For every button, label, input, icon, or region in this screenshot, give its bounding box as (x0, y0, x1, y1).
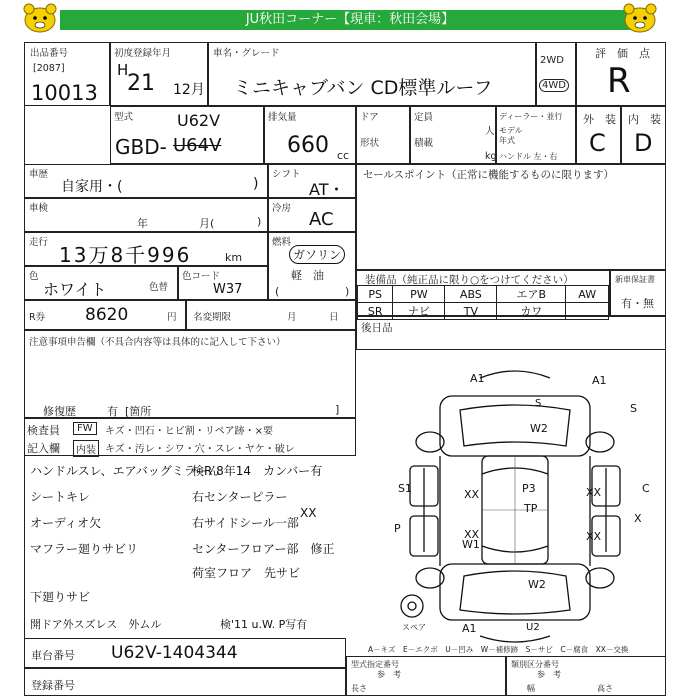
warranty-label: 新車保証書 (615, 275, 655, 284)
type-approval-cell (346, 656, 506, 696)
repair-value: 有 (107, 405, 118, 418)
capacity-label: 定員 (414, 112, 434, 123)
lot-number: 10013 (31, 81, 98, 105)
mark-w2-top: W2 (530, 422, 548, 435)
shift-value: AT・ (309, 180, 345, 199)
mark-s-right: S (630, 402, 637, 415)
color-code: W37 (213, 282, 243, 297)
equip-leather: カワ (497, 303, 566, 320)
fw-items: キズ・凹石・ヒビ割・リペア跡・×要 (105, 426, 273, 437)
remark-1: ハンドルスレ、エアバッグミラーん (30, 464, 220, 478)
color-cell (24, 266, 178, 300)
capacity-unit: 人 (485, 126, 495, 137)
equip-tv: TV (445, 303, 497, 320)
inspector-cell (24, 418, 356, 456)
mark-xx-right1: XX (586, 486, 602, 499)
model-value: GBD- (115, 135, 167, 159)
recycle-unit: 円 (167, 312, 177, 323)
dealer-line2: モデル (499, 126, 523, 135)
remark-right-5: 荷室フロア 先サビ (192, 566, 301, 580)
mark-a1-left: A1 (470, 372, 485, 385)
after-cell (356, 316, 666, 350)
mark-s-top: S (535, 398, 542, 409)
registration-label: 初度登録年月 (114, 48, 172, 59)
color-value: ホワイト (43, 280, 107, 299)
shift-cell (268, 164, 356, 198)
remark-right-2: 右センターピラー (192, 490, 288, 504)
register-label: 登録番号 (31, 679, 75, 692)
mark-w1: W1 (462, 538, 480, 551)
class-number-label: 類別区分番号 (511, 660, 559, 669)
sales-point-cell (356, 164, 666, 270)
mark-a1-right: A1 (592, 374, 607, 387)
notes-cell (24, 330, 356, 418)
load-unit: kg (485, 151, 497, 162)
remark-3: オーディオ欠 (30, 516, 102, 530)
model-label: 型式 (114, 112, 134, 123)
displacement-unit: cc (337, 149, 350, 162)
model-struck: U64V (173, 135, 222, 156)
mark-xx-left1: XX (464, 488, 480, 501)
after-label: 後日品 (361, 322, 393, 334)
interior-value: D (634, 129, 653, 157)
class-number-cell (506, 656, 666, 696)
repair-label: 修復歴 (43, 405, 76, 418)
type-approval-label: 型式指定番号 (351, 660, 399, 669)
inspector-label1: 検査員 (27, 424, 60, 437)
drive-cell (536, 42, 576, 106)
capacity-cell (410, 106, 496, 164)
spare-label: スペア (402, 623, 426, 632)
color-code-label: 色コード (182, 271, 221, 282)
mark-u2: U2 (526, 622, 540, 633)
color-label: 色 (29, 271, 39, 282)
displacement-cell (264, 106, 356, 164)
remark-4: マフラー廻りサビリ (30, 542, 139, 556)
drive-4wd: 4WD (539, 79, 569, 92)
shape-label: 形状 (360, 138, 380, 149)
dim-length: 長さ (351, 684, 367, 693)
grade-label: 評 価 点 (595, 47, 650, 60)
fuel-label: 燃料 (272, 237, 292, 248)
mark-x-right: X (634, 512, 642, 525)
history-cell (24, 164, 268, 198)
registration-era: H (117, 61, 129, 79)
mark-p3: P3 (522, 482, 536, 495)
damage-diagram (370, 356, 660, 656)
car-label: 車名・グレード (213, 48, 280, 59)
displacement-label: 排気量 (268, 112, 297, 123)
class-number-ref: 参 考 (537, 670, 561, 679)
equip-pw: PW (393, 286, 445, 303)
inspection-close: ) (257, 215, 262, 228)
door-cell (356, 106, 410, 164)
nametag-label: 名変期限 (193, 312, 232, 323)
nametag-day: 日 (329, 312, 339, 323)
remark-right-1: 検R 8年14 カンバー有 (192, 464, 323, 478)
remark-right-3: 右サイドシール一部 (192, 516, 299, 530)
mascot-right-icon (622, 2, 658, 34)
load-label: 積載 (414, 138, 434, 149)
mark-p-left: P (394, 522, 401, 535)
sales-point-label: セールスポイント（正常に機能するものに限ります） (363, 169, 615, 181)
inspection-cell (24, 198, 268, 232)
header (0, 0, 700, 38)
exterior-cell (576, 106, 621, 164)
fuel-diesel: 軽 油 (291, 269, 324, 282)
equip-navi: ナビ (393, 303, 445, 320)
chassis-cell (24, 638, 346, 668)
history-label: 車歴 (29, 169, 49, 180)
mark-c-right: C (642, 482, 650, 495)
chassis-label: 車台番号 (31, 649, 75, 662)
mark-s1-left: S1 (398, 482, 412, 495)
dealer-handle: ハンドル 左・右 (499, 152, 558, 161)
fuel-gas: ガソリン (289, 245, 345, 264)
history-close: ) (253, 176, 259, 192)
chassis-value: U62V-1404344 (111, 643, 238, 663)
remarks-area (24, 456, 356, 638)
shift-label: シフト (272, 169, 301, 180)
registration-month: 12月 (173, 82, 205, 98)
car-outline-icon (370, 356, 660, 656)
mark-tp: TP (524, 502, 538, 515)
mileage-label: 走行 (29, 237, 49, 248)
mascot-left-icon (22, 2, 58, 34)
header-title: JU秋田コーナー【現車：秋田会場】 (60, 10, 640, 30)
exterior-label: 外 装 (583, 113, 616, 126)
fuel-paren-open: ( (275, 285, 280, 298)
lot-sub: [2087] (33, 63, 65, 74)
lot-cell (24, 42, 110, 106)
equip-ps: PS (358, 286, 393, 303)
dealer-line3: 年式 (499, 136, 515, 145)
registration-cell (110, 42, 208, 106)
type-approval-ref: 参 考 (377, 670, 401, 679)
repair-place: [箇所 (125, 405, 152, 418)
dim-width: 幅 (527, 684, 535, 693)
displacement-value: 660 (287, 133, 329, 158)
interior-cell (621, 106, 666, 164)
remark-2: シートキレ (30, 490, 90, 504)
history-value: 自家用・( (61, 179, 123, 195)
fw-label: FW (73, 422, 97, 435)
warranty-cell (610, 270, 666, 316)
equip-airbag: エアB (497, 286, 566, 303)
grade-cell (576, 42, 666, 106)
fuel-cell (268, 232, 356, 300)
car-name-cell (208, 42, 536, 106)
repair-close: ] (335, 403, 340, 416)
ac-value: AC (309, 209, 334, 230)
interior-label: 内 装 (628, 113, 661, 126)
ac-cell (268, 198, 356, 232)
equip-aw: AW (566, 286, 609, 303)
model-cell (110, 106, 264, 164)
ac-label: 冷房 (272, 203, 292, 214)
dealer-cell (496, 106, 576, 164)
color-code-cell (178, 266, 268, 300)
inspection-month: 月( (199, 217, 215, 230)
registration-year: 21 (127, 71, 155, 96)
equip-sr: SR (358, 303, 393, 320)
dim-height: 高さ (597, 684, 613, 693)
inspection-label: 車検 (29, 203, 49, 214)
register-cell (24, 668, 346, 696)
notes-label: 注意事項申告欄（不具合内容等は具体的に記入して下さい） (29, 337, 286, 348)
equipment-table (357, 285, 609, 320)
remark-right-4: センターフロアー部 修正 (192, 542, 335, 556)
model-value-top: U62V (177, 111, 221, 130)
car-name: ミニキャブバン CD標準ルーフ (233, 77, 493, 99)
recycle-cell (24, 300, 186, 330)
remark-xx: XX (300, 506, 317, 520)
mark-w2-bot: W2 (528, 578, 546, 591)
inspection-year: 年 (137, 217, 148, 230)
mileage-cell (24, 232, 268, 266)
in-items: キズ・汚レ・シワ・穴・スレ・ヤケ・破レ (105, 444, 295, 455)
grade-value: R (607, 61, 631, 101)
dealer-line1: ディーラー・並行 (499, 112, 563, 121)
mileage-unit: km (225, 251, 243, 264)
nametag-month: 月 (287, 312, 297, 323)
mark-xx-right2: XX (586, 530, 602, 543)
color-swatch-label: 色替 (149, 282, 169, 293)
fuel-paren-close: ) (345, 285, 350, 298)
in-label: 内装 (73, 440, 99, 457)
nametag-cell (186, 300, 356, 330)
legend-text: A－キズ E－エクボ U－凹み W－補修跡 S－サビ C－腐食 XX－交換 (368, 645, 629, 654)
equipment-label: 装備品（純正品に限り○をつけてください） (365, 274, 574, 286)
mark-xx-left2: XX (464, 528, 480, 541)
drive-2wd: 2WD (540, 55, 564, 66)
recycle-label: R券 (29, 312, 46, 323)
exterior-value: C (589, 129, 606, 157)
remark-bottom: 検'11 u.W. P写有 (220, 618, 308, 631)
mark-a1-bot: A1 (462, 622, 477, 635)
inspector-label2: 記入欄 (27, 442, 60, 455)
remark-5: 下廻りサビ (30, 590, 91, 604)
door-label: ドア (360, 112, 379, 123)
recycle-value: 8620 (85, 305, 129, 325)
lot-label: 出品番号 (30, 48, 69, 59)
remark-6: 開ドア外スズレス 外ムル (30, 618, 162, 631)
mileage-value: 13万8千996 (59, 243, 192, 267)
warranty-value: 有・無 (621, 297, 654, 310)
equip-abs: ABS (445, 286, 497, 303)
